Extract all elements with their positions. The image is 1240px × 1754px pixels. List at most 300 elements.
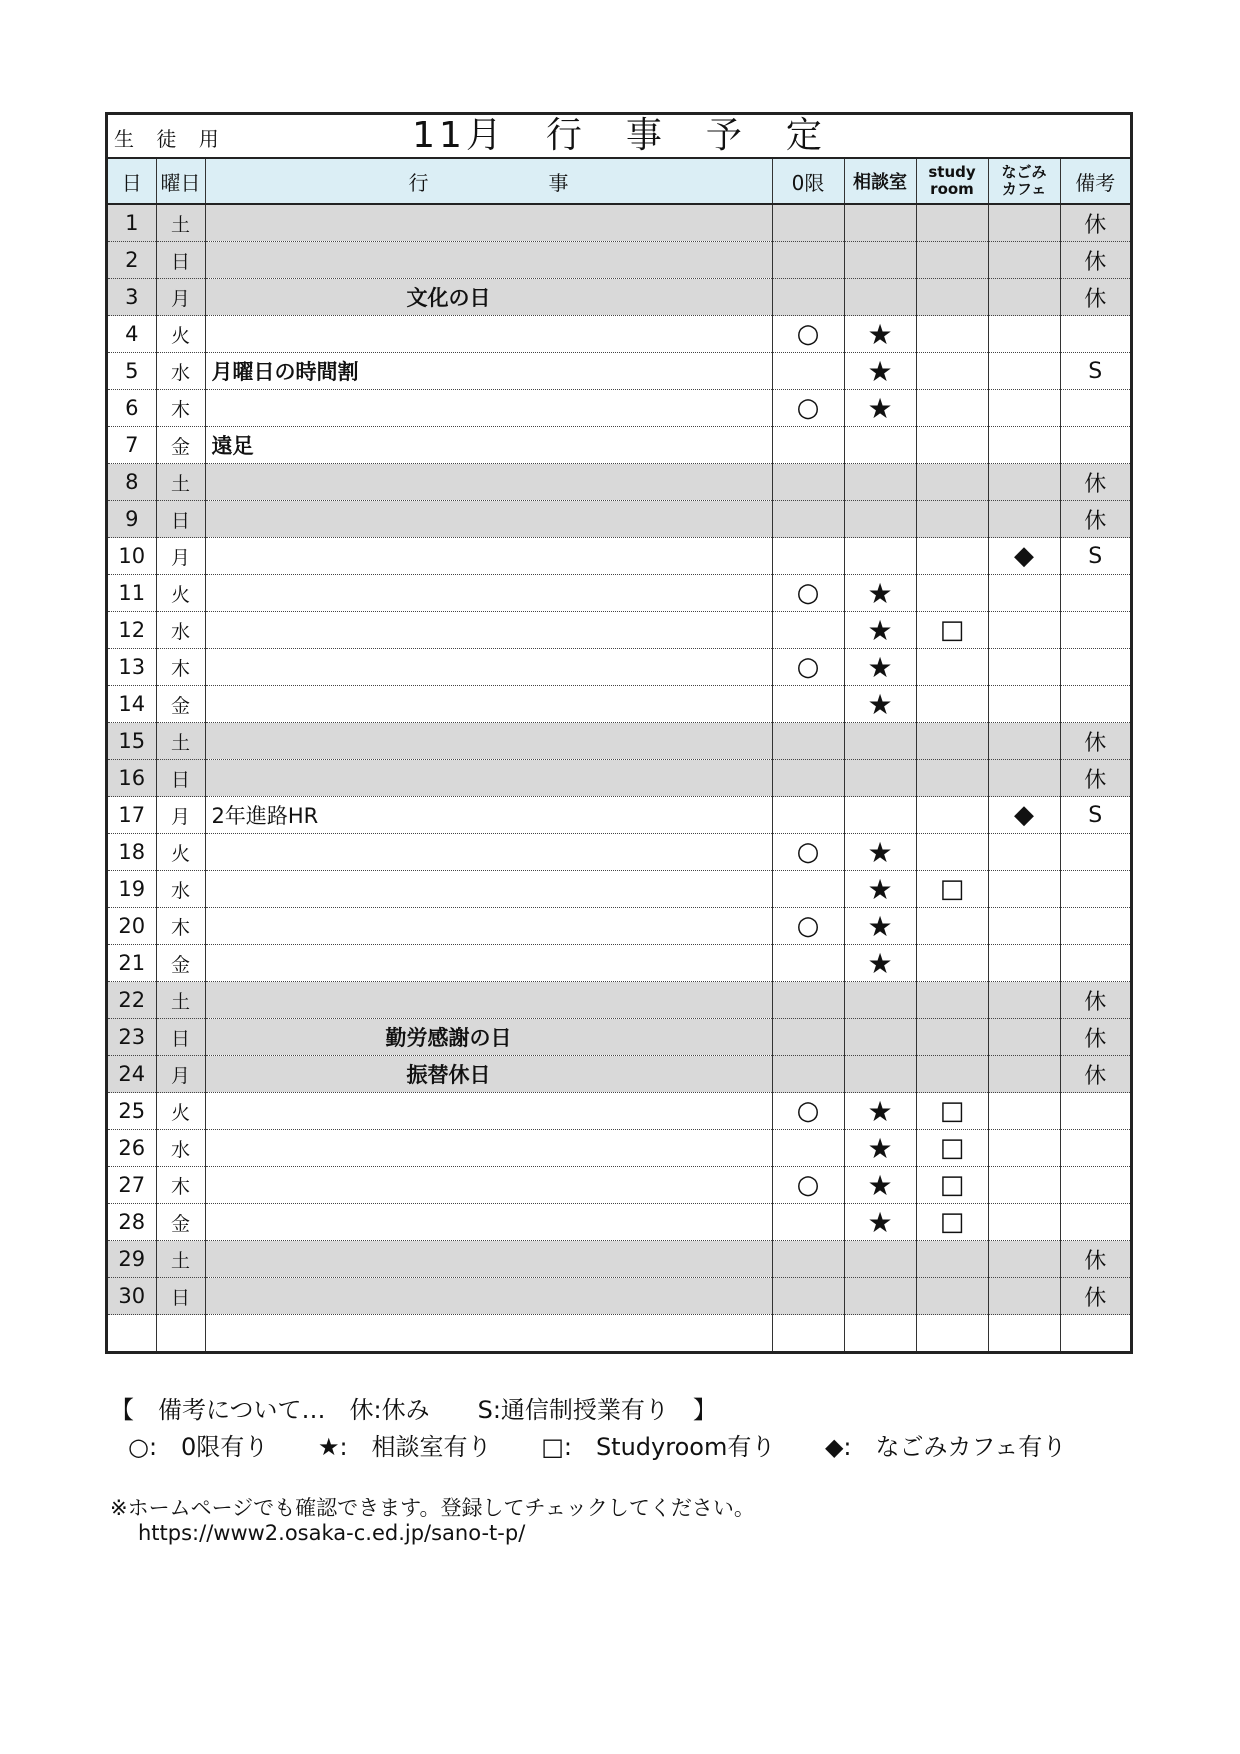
event-cell [205,1278,772,1315]
day-cell: 30 [108,1278,156,1315]
study-mark-cell [916,204,988,242]
day-cell: 21 [108,945,156,982]
col-event: 行 事 [205,159,772,204]
study-mark-cell [916,501,988,538]
footnote [110,1496,755,1546]
note-cell: 休 [1060,501,1130,538]
col-nagomi [988,159,1060,204]
note-cell: 休 [1060,1278,1130,1315]
table-row [108,464,1130,501]
event-cell [205,649,772,686]
note-cell [1060,427,1130,464]
study-mark-cell [916,353,988,390]
weekday-cell: 水 [156,871,205,908]
zero-mark-cell [772,501,844,538]
nagomi-mark-cell [988,1093,1060,1130]
table-row [108,1167,1130,1204]
study-mark-cell: □ [916,871,988,908]
col-soudan: 相談室 [844,159,916,204]
study-mark-cell [916,1056,988,1093]
zero-mark-cell: ○ [772,1167,844,1204]
soudan-mark-cell: ★ [844,390,916,427]
event-cell [205,760,772,797]
note-cell: 休 [1060,464,1130,501]
event-cell [205,1204,772,1241]
table-row [108,1130,1130,1167]
note-cell [1060,945,1130,982]
note-cell [1060,612,1130,649]
study-mark-cell [916,575,988,612]
study-mark-cell [916,797,988,834]
col-nagomi-line1: なごみ [1001,163,1047,181]
table-row [108,612,1130,649]
zero-mark-cell [772,204,844,242]
note-cell: 休 [1060,1019,1130,1056]
zero-mark-cell [772,279,844,316]
note-cell [1060,575,1130,612]
col-study [916,159,988,204]
soudan-mark-cell: ★ [844,1167,916,1204]
soudan-mark-cell [844,1019,916,1056]
soudan-mark-cell: ★ [844,1093,916,1130]
study-mark-cell [916,427,988,464]
weekday-cell: 日 [156,760,205,797]
nagomi-mark-cell [988,1056,1060,1093]
nagomi-mark-cell [988,1130,1060,1167]
nagomi-mark-cell [988,1278,1060,1315]
nagomi-mark-cell: ◆ [988,797,1060,834]
nagomi-mark-cell [988,1167,1060,1204]
weekday-cell: 火 [156,1093,205,1130]
zero-mark-cell: ○ [772,390,844,427]
weekday-cell: 木 [156,908,205,945]
day-cell: 20 [108,908,156,945]
soudan-mark-cell [844,723,916,760]
zero-mark-cell [772,1278,844,1315]
table-row [108,1056,1130,1093]
event-cell [205,982,772,1019]
schedule-sheet [105,112,1133,1354]
study-mark-cell [916,464,988,501]
nagomi-mark-cell [988,760,1060,797]
soudan-mark-cell [844,242,916,279]
study-mark-cell [916,982,988,1019]
event-cell [205,612,772,649]
day-cell: 26 [108,1130,156,1167]
nagomi-mark-cell [988,242,1060,279]
study-mark-cell [916,1019,988,1056]
weekday-cell: 水 [156,353,205,390]
weekday-cell: 木 [156,390,205,427]
nagomi-mark-cell [988,871,1060,908]
col-zero: 0限 [772,159,844,204]
nagomi-mark-cell [988,686,1060,723]
day-cell: 11 [108,575,156,612]
schedule-body [108,204,1130,1351]
nagomi-mark-cell [988,353,1060,390]
table-row [108,1019,1130,1056]
note-cell [1060,1167,1130,1204]
weekday-cell: 火 [156,834,205,871]
soudan-mark-cell: ★ [844,908,916,945]
note-cell: 休 [1060,1241,1130,1278]
zero-mark-cell [772,1241,844,1278]
empty-cell [844,1315,916,1352]
day-cell: 24 [108,1056,156,1093]
legend-marks [110,1429,1108,1466]
day-cell: 8 [108,464,156,501]
zero-mark-cell [772,945,844,982]
weekday-cell: 月 [156,279,205,316]
table-row [108,797,1130,834]
day-cell: 9 [108,501,156,538]
nagomi-mark-cell: ◆ [988,538,1060,575]
weekday-cell: 金 [156,1204,205,1241]
note-cell [1060,871,1130,908]
study-mark-cell: □ [916,612,988,649]
study-mark-cell: □ [916,1093,988,1130]
legend-nagomi: ◆: なごみカフェ有り [824,1433,1067,1461]
day-cell: 14 [108,686,156,723]
day-cell: 22 [108,982,156,1019]
event-cell [205,242,772,279]
zero-mark-cell [772,538,844,575]
note-cell [1060,1093,1130,1130]
nagomi-mark-cell [988,204,1060,242]
nagomi-mark-cell [988,575,1060,612]
table-row [108,982,1130,1019]
col-study-line1: study [928,163,976,181]
weekday-cell: 日 [156,1278,205,1315]
table-row [108,538,1130,575]
soudan-mark-cell [844,760,916,797]
day-cell: 6 [108,390,156,427]
soudan-mark-cell [844,797,916,834]
zero-mark-cell [772,760,844,797]
weekday-cell: 土 [156,464,205,501]
table-row [108,834,1130,871]
legend-soudan: ★: 相談室有り [317,1433,492,1461]
empty-cell [205,1315,772,1352]
weekday-cell: 月 [156,797,205,834]
table-row [108,427,1130,464]
event-cell [205,908,772,945]
table-row [108,501,1130,538]
soudan-mark-cell: ★ [844,686,916,723]
event-cell: 文化の日 [205,279,772,316]
zero-mark-cell [772,353,844,390]
nagomi-mark-cell [988,427,1060,464]
note-cell: 休 [1060,1056,1130,1093]
soudan-mark-cell [844,1278,916,1315]
weekday-cell: 土 [156,204,205,242]
empty-row [108,1315,1130,1352]
nagomi-mark-cell [988,1241,1060,1278]
event-cell: 勤労感謝の日 [205,1019,772,1056]
day-cell: 19 [108,871,156,908]
nagomi-mark-cell [988,612,1060,649]
study-mark-cell [916,316,988,353]
note-cell [1060,1130,1130,1167]
table-row [108,686,1130,723]
soudan-mark-cell: ★ [844,316,916,353]
zero-mark-cell: ○ [772,316,844,353]
event-cell: 2年進路HR [205,797,772,834]
weekday-cell: 金 [156,945,205,982]
zero-mark-cell [772,464,844,501]
study-mark-cell [916,834,988,871]
soudan-mark-cell [844,204,916,242]
note-cell: 休 [1060,242,1130,279]
legend-study: □: Studyroom有り [541,1433,776,1461]
nagomi-mark-cell [988,945,1060,982]
nagomi-mark-cell [988,501,1060,538]
zero-mark-cell [772,686,844,723]
day-cell: 17 [108,797,156,834]
weekday-cell: 火 [156,575,205,612]
weekday-cell: 火 [156,316,205,353]
event-cell [205,834,772,871]
zero-mark-cell [772,1204,844,1241]
event-cell [205,390,772,427]
weekday-cell: 土 [156,723,205,760]
empty-cell [108,1315,156,1352]
day-cell: 3 [108,279,156,316]
note-cell: S [1060,353,1130,390]
event-cell: 振替休日 [205,1056,772,1093]
day-cell: 16 [108,760,156,797]
soudan-mark-cell [844,501,916,538]
day-cell: 25 [108,1093,156,1130]
table-row [108,945,1130,982]
table-row [108,575,1130,612]
event-cell [205,1130,772,1167]
weekday-cell: 日 [156,1019,205,1056]
note-cell: 休 [1060,723,1130,760]
zero-mark-cell [772,242,844,279]
table-row [108,723,1130,760]
title-row [108,115,1130,159]
note-cell: S [1060,797,1130,834]
zero-mark-cell: ○ [772,908,844,945]
study-mark-cell [916,723,988,760]
legend-zero: ○: 0限有り [128,1433,269,1461]
zero-mark-cell [772,982,844,1019]
zero-mark-cell [772,871,844,908]
soudan-mark-cell [844,427,916,464]
event-cell [205,501,772,538]
event-cell [205,575,772,612]
soudan-mark-cell: ★ [844,353,916,390]
study-mark-cell [916,686,988,723]
day-cell: 5 [108,353,156,390]
col-note: 備考 [1060,159,1130,204]
legend-note-line: 【 備考について… 休:休み S:通信制授業有り 】 [110,1396,717,1424]
day-cell: 4 [108,316,156,353]
footnote-text: ※ホームページでも確認できます。登録してチェックしてください。 [110,1496,755,1520]
zero-mark-cell: ○ [772,1093,844,1130]
weekday-cell: 日 [156,242,205,279]
study-mark-cell [916,538,988,575]
note-cell: 休 [1060,204,1130,242]
event-cell [205,1167,772,1204]
nagomi-mark-cell [988,982,1060,1019]
soudan-mark-cell: ★ [844,649,916,686]
table-row [108,353,1130,390]
col-nagomi-line2: カフェ [1001,180,1047,198]
schedule-table [108,159,1130,1351]
day-cell: 12 [108,612,156,649]
study-mark-cell [916,279,988,316]
note-cell: 休 [1060,279,1130,316]
nagomi-mark-cell [988,316,1060,353]
soudan-mark-cell: ★ [844,1204,916,1241]
event-cell [205,204,772,242]
event-cell: 月曜日の時間割 [205,353,772,390]
event-cell [205,871,772,908]
note-cell [1060,834,1130,871]
table-row [108,649,1130,686]
empty-cell [156,1315,205,1352]
day-cell: 28 [108,1204,156,1241]
col-weekday: 曜日 [156,159,205,204]
weekday-cell: 水 [156,1130,205,1167]
day-cell: 15 [108,723,156,760]
study-mark-cell: □ [916,1204,988,1241]
note-cell [1060,390,1130,427]
table-row [108,279,1130,316]
note-cell [1060,908,1130,945]
weekday-cell: 月 [156,538,205,575]
note-cell [1060,649,1130,686]
event-cell [205,538,772,575]
empty-cell [772,1315,844,1352]
weekday-cell: 金 [156,686,205,723]
zero-mark-cell [772,427,844,464]
nagomi-mark-cell [988,723,1060,760]
table-row [108,760,1130,797]
note-cell [1060,686,1130,723]
weekday-cell: 土 [156,982,205,1019]
day-cell: 13 [108,649,156,686]
note-cell [1060,1204,1130,1241]
note-cell: S [1060,538,1130,575]
study-mark-cell: □ [916,1167,988,1204]
zero-mark-cell: ○ [772,834,844,871]
event-cell [205,723,772,760]
study-mark-cell [916,242,988,279]
table-row [108,1278,1130,1315]
day-cell: 18 [108,834,156,871]
weekday-cell: 月 [156,1056,205,1093]
event-cell [205,464,772,501]
day-cell: 10 [108,538,156,575]
header-row [108,159,1130,204]
table-row [108,242,1130,279]
soudan-mark-cell: ★ [844,612,916,649]
soudan-mark-cell [844,1056,916,1093]
soudan-mark-cell [844,279,916,316]
note-cell: 休 [1060,982,1130,1019]
zero-mark-cell [772,797,844,834]
weekday-cell: 金 [156,427,205,464]
soudan-mark-cell [844,538,916,575]
study-mark-cell [916,908,988,945]
homepage-link[interactable]: https://www2.osaka-c.ed.jp/sano-t-p/ [138,1521,526,1545]
weekday-cell: 水 [156,612,205,649]
nagomi-mark-cell [988,464,1060,501]
study-mark-cell [916,1278,988,1315]
weekday-cell: 土 [156,1241,205,1278]
soudan-mark-cell: ★ [844,575,916,612]
nagomi-mark-cell [988,1019,1060,1056]
day-cell: 27 [108,1167,156,1204]
soudan-mark-cell [844,464,916,501]
table-row [108,1093,1130,1130]
day-cell: 1 [108,204,156,242]
note-cell: 休 [1060,760,1130,797]
table-row [108,871,1130,908]
table-row [108,390,1130,427]
soudan-mark-cell: ★ [844,871,916,908]
event-cell [205,316,772,353]
col-day: 日 [108,159,156,204]
soudan-mark-cell: ★ [844,945,916,982]
nagomi-mark-cell [988,390,1060,427]
day-cell: 7 [108,427,156,464]
nagomi-mark-cell [988,279,1060,316]
empty-cell [1060,1315,1130,1352]
table-row [108,1241,1130,1278]
empty-cell [916,1315,988,1352]
day-cell: 23 [108,1019,156,1056]
note-cell [1060,316,1130,353]
legend [110,1392,1108,1466]
soudan-mark-cell [844,982,916,1019]
empty-cell [988,1315,1060,1352]
zero-mark-cell [772,1019,844,1056]
study-mark-cell [916,1241,988,1278]
table-row [108,316,1130,353]
soudan-mark-cell [844,1241,916,1278]
table-row [108,204,1130,242]
weekday-cell: 木 [156,649,205,686]
event-cell [205,945,772,982]
weekday-cell: 木 [156,1167,205,1204]
soudan-mark-cell: ★ [844,1130,916,1167]
zero-mark-cell [772,723,844,760]
table-row [108,1204,1130,1241]
nagomi-mark-cell [988,834,1060,871]
nagomi-mark-cell [988,1204,1060,1241]
col-study-line2: room [930,180,974,198]
event-cell: 遠足 [205,427,772,464]
study-mark-cell: □ [916,1130,988,1167]
event-cell [205,1093,772,1130]
nagomi-mark-cell [988,908,1060,945]
zero-mark-cell [772,612,844,649]
zero-mark-cell [772,1130,844,1167]
nagomi-mark-cell [988,649,1060,686]
event-cell [205,686,772,723]
study-mark-cell [916,649,988,686]
study-mark-cell [916,760,988,797]
event-cell [205,1241,772,1278]
soudan-mark-cell: ★ [844,834,916,871]
day-cell: 2 [108,242,156,279]
weekday-cell: 日 [156,501,205,538]
study-mark-cell [916,945,988,982]
